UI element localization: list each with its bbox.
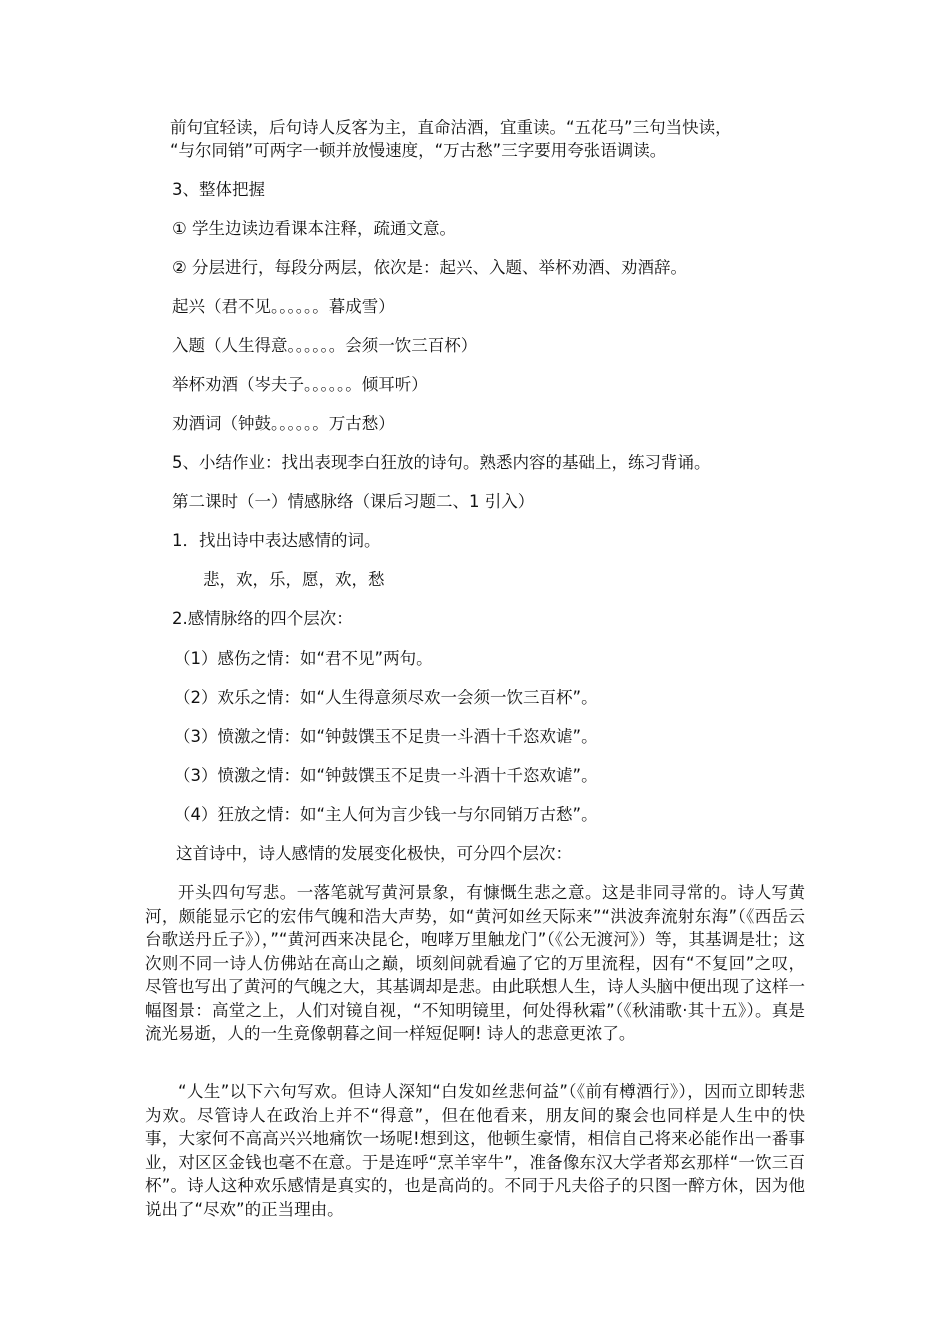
emotion-level-3b: （3）愤激之情：如“钟鼓馔玉不足贵一斗酒十千恣欢谑”。: [174, 766, 598, 785]
layer-qixing: 起兴（君不见。。。。。。暮成雪）: [172, 297, 395, 316]
question-1: 1．找出诗中表达感情的词。: [172, 531, 381, 550]
paragraph-joy: “人生”以下六句写欢。但诗人深知“白发如丝悲何益”（《前有樽酒行》），因而立即转悲为欢。尽管诗人在政治上并不“得意”，但在他看来，朋友间的聚会也同样是人生中的快事，大家何不高高兴兴地痛饮一场呢!想到这，他顿生豪情，相信自己将来必能作出一番事业，对区区金钱也毫不在意。于是连呼“烹羊宰牛”，准备像东汉大学者郑玄那样“一饮三百杯”。诗人这种欢乐感情是真实的，也是高尚的。不同于凡夫俗子的只图一醉方休，因为他说出了“尽欢”的正当理由。: [145, 1082, 805, 1219]
question-2: 2.感情脉络的四个层次：: [172, 609, 353, 628]
paragraph-sorrow: 开头四句写悲。一落笔就写黄河景象，有慷慨生悲之意。这是非同寻常的。诗人写黄河，颇能显示它的宏伟气魄和浩大声势，如“黄河如丝天际来”“洪波奔流射东海”（《西岳云台歌送丹丘子》），”“黄河西来决昆仑，咆哮万里触龙门”（《公无渡河》）等，其基调是壮；这次则不同一诗人仿佛站在高山之巅，顷刻间就看遍了它的万里流程，因有“不复回”之叹，尽管也写出了黄河的气魄之大，其基调却是悲。由此联想人生，诗人头脑中便出现了这样一幅图景：高堂之上，人们对镜自视，“不知明镜里，何处得秋霜”（《秋浦歌·其十五》）。真是流光易逝，人的一生竟像朝暮之间一样短促啊! 诗人的悲意更浓了。: [145, 883, 805, 1043]
layer-jubei-quanjiu: 举杯劝酒（岑夫子。。。。。。倾耳听）: [172, 375, 428, 394]
layer-ruti: 入题（人生得意。。。。。。会须一饮三百杯）: [172, 336, 478, 355]
emotion-level-4: （4）狂放之情：如“主人何为言少钱一与尔同销万古愁”。: [174, 805, 598, 824]
intro-line-1: 前句宜轻读，后句诗人反客为主，直命沽酒，宜重读。“五花马”三句当快读，: [170, 118, 732, 137]
emotion-level-3a: （3）愤激之情：如“钟鼓馔玉不足贵一斗酒十千恣欢谑”。: [174, 727, 598, 746]
emotion-level-2: （2）欢乐之情：如“人生得意须尽欢一会须一饮三百杯”。: [174, 688, 598, 707]
section-3-item-2: ② 分层进行，每段分两层，依次是：起兴、入题、举杯劝酒、劝酒辞。: [172, 258, 688, 277]
layer-quanjiu-ci: 劝酒词（钟鼓。。。。。。万古愁）: [172, 414, 395, 433]
emotion-level-1: （1）感伤之情：如“君不见”两句。: [174, 649, 433, 668]
lesson-2-heading: 第二课时（一）情感脉络（课后习题二、1 引入）: [172, 492, 535, 511]
section-5-text: 5、小结作业：找出表现李白狂放的诗句。熟悉内容的基础上，练习背诵。: [172, 453, 711, 472]
section-3-heading: 3、整体把握: [172, 180, 265, 199]
intro-line-2: “与尔同销”可两字一顿并放慢速度，“万古愁”三字要用夸张语调读。: [170, 141, 667, 160]
section-3-item-1: ① 学生边读边看课本注释，疏通文意。: [172, 219, 457, 238]
summary-line: 这首诗中，诗人感情的发展变化极快，可分四个层次：: [176, 844, 572, 863]
question-1-answer: 悲，欢，乐，愿，欢，愁: [203, 570, 385, 589]
